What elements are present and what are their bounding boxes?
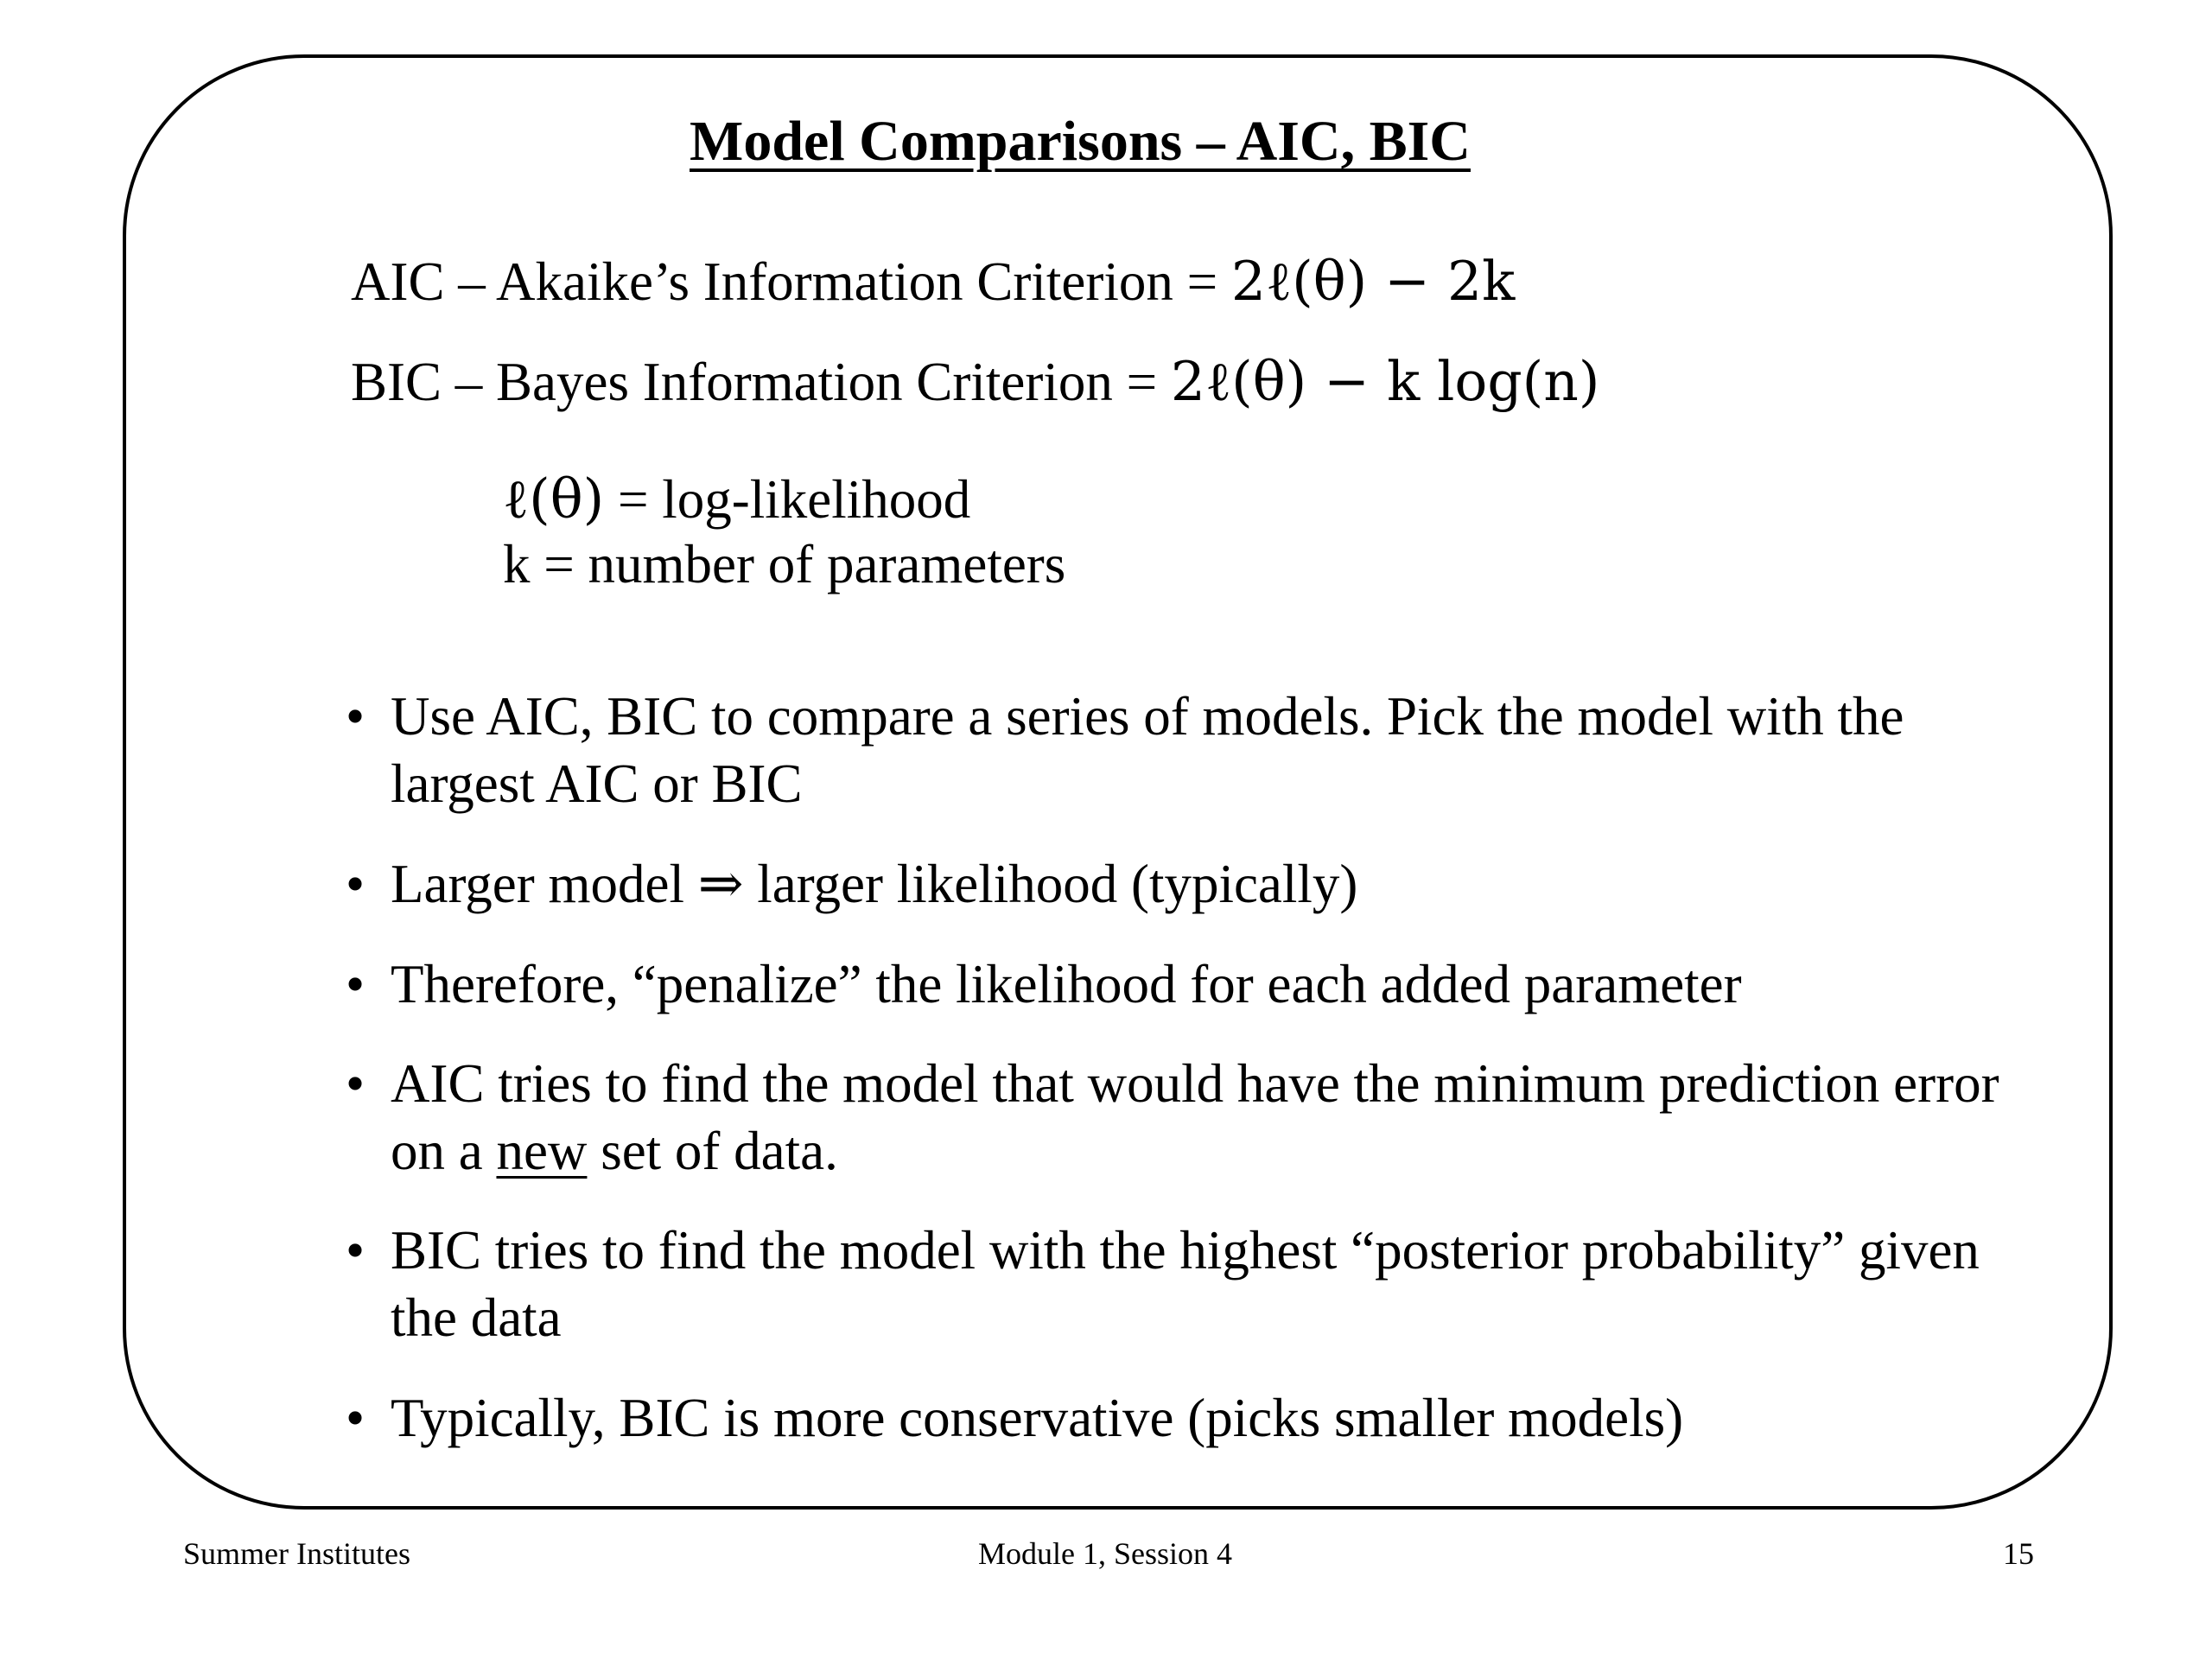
list-item: [346, 1050, 2056, 1185]
bullet-dot: •: [346, 1220, 365, 1281]
slide-title: Model Comparisons – AIC, BIC: [690, 110, 1471, 173]
bic-formula: 2ℓ(θ) − k log(n): [1170, 350, 1600, 413]
emphasized-word: new: [496, 1121, 588, 1181]
list-item: [346, 683, 2056, 817]
aic-label: AIC – Akaike’s Information Criterion =: [351, 251, 1231, 312]
loglik-text: = log-likelihood: [604, 469, 971, 530]
bullet-dot: •: [346, 854, 365, 914]
list-item: [346, 1217, 2056, 1351]
bullet-text: [391, 1050, 2056, 1185]
bullet-text: Therefore, “penalize” the likelihood for each added parameter: [391, 954, 1742, 1014]
loglik-symbol: ℓ(θ): [503, 467, 605, 531]
bullet-dot: •: [346, 1053, 365, 1114]
aic-definition: [351, 250, 1516, 313]
bullet-text: BIC tries to find the model with the highest “posterior probability” given the data: [391, 1220, 1980, 1348]
list-item: [346, 1384, 2056, 1452]
bullet-text: Use AIC, BIC to compare a series of models. Pick the model with the largest AIC or BIC: [391, 686, 1904, 814]
list-item: [346, 950, 2056, 1018]
bullet-text-before: AIC tries to find the model that would have the minimum prediction error on a: [391, 1053, 1999, 1181]
k-definition: k = number of parameters: [503, 534, 1066, 594]
list-item: [346, 850, 2056, 918]
bic-definition: [351, 350, 1600, 413]
bullet-text-after: set of data.: [587, 1121, 838, 1181]
bullet-dot: •: [346, 686, 365, 747]
bic-label: BIC – Bayes Information Criterion =: [351, 352, 1171, 412]
aic-formula: 2ℓ(θ) − 2k: [1230, 250, 1516, 313]
bullet-dot: •: [346, 1388, 365, 1448]
bullet-text: Typically, BIC is more conservative (picks smaller models): [391, 1388, 1684, 1448]
page-number: 15: [2003, 1536, 2034, 1571]
bullet-text: Larger model ⇒ larger likelihood (typically): [391, 854, 1358, 914]
footer-center: Module 1, Session 4: [978, 1536, 1233, 1571]
bullet-dot: •: [346, 954, 365, 1014]
loglik-definition: [503, 467, 971, 531]
footer-left: Summer Institutes: [183, 1536, 410, 1571]
